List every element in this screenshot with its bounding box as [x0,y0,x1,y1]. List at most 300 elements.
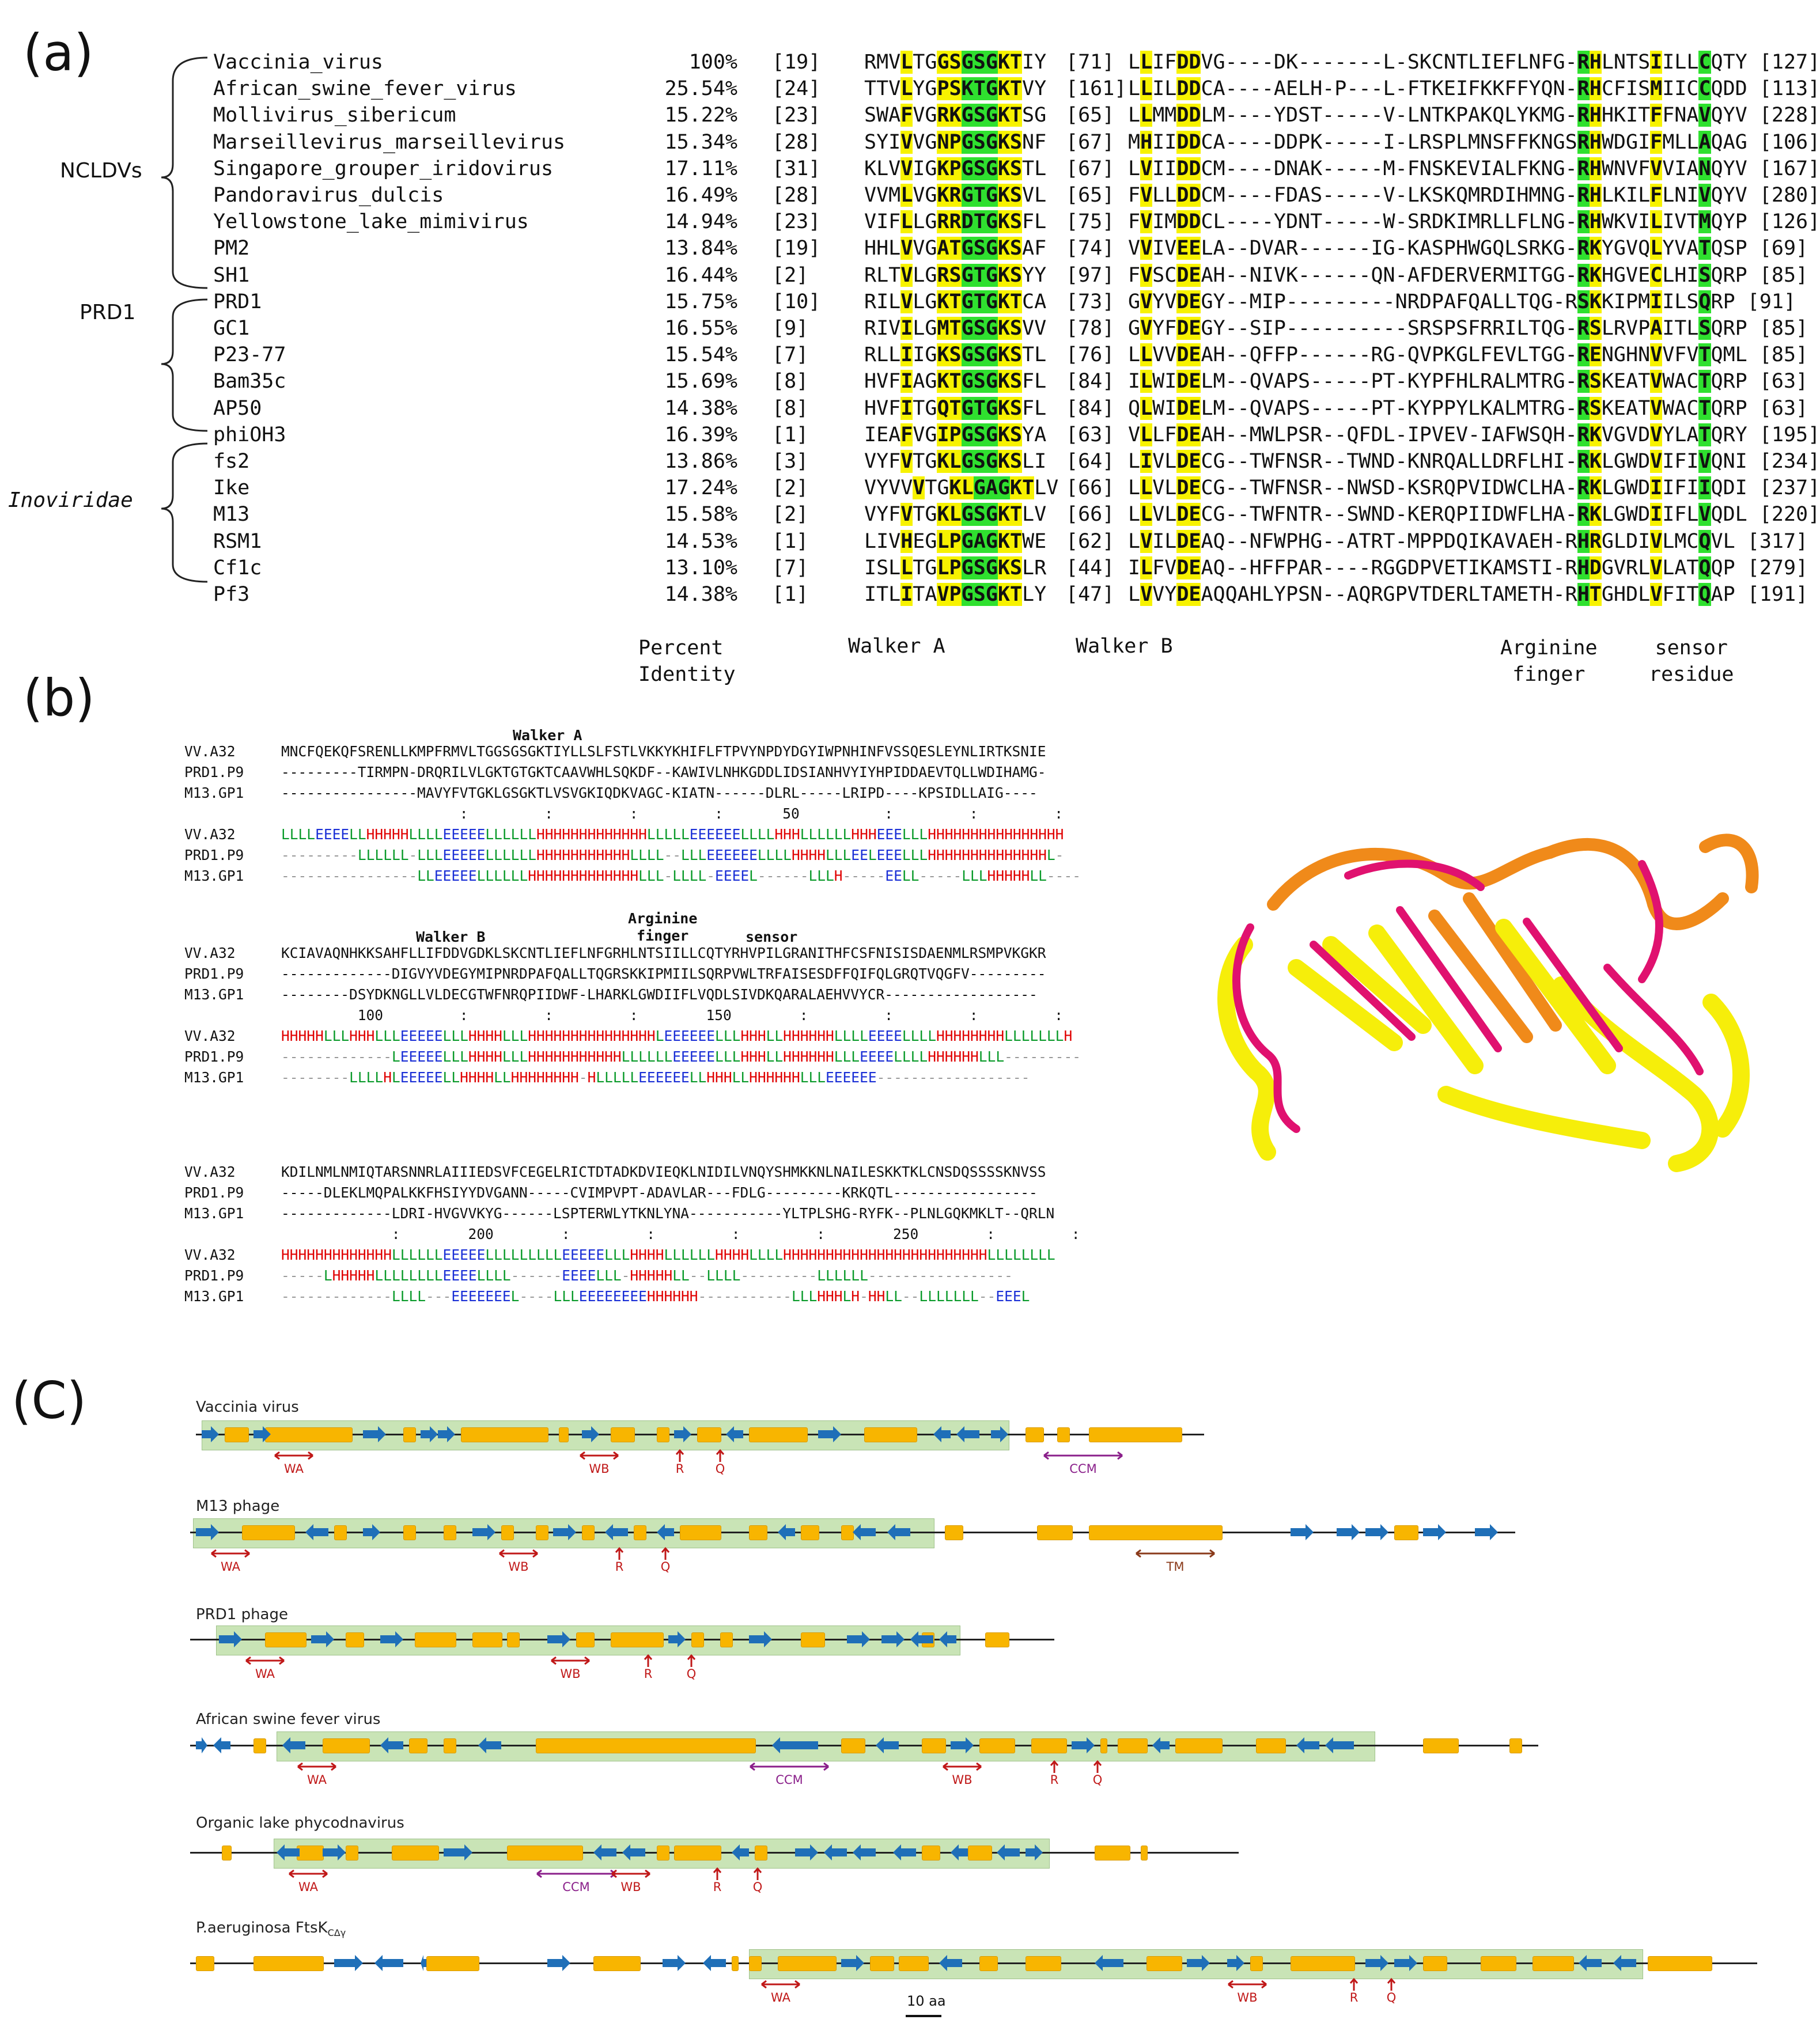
orf-arrow [818,1426,841,1442]
ss-text: HHHHHHHHHHHHHLLLLLLEEEEELLLLLLLLLEEEEELLLHHHHLLLLLLHHHHLLLLHHHHHHHHHHHHHHHHHHHHHHHHLLLLLLLL [281,1246,1055,1263]
alignment-row [213,476,1820,503]
pre-gap: [7] [772,556,809,579]
orf-arrow [1394,1955,1417,1971]
mid-gap: [78] [1066,317,1115,340]
motif-label: R [1050,1773,1059,1787]
walker-b-seq: LLIFDDVG----DK-------L-SKCNTLIEFLNFG-RHLNTSIILLCQTY [1128,51,1747,74]
orf-arrow [847,1631,870,1647]
orf-arrow [593,1844,616,1861]
motif-span-arrow [210,1547,251,1560]
ruler-row [184,1226,1080,1246]
mid-gap: [65] [1066,184,1115,207]
motif-point-arrow [614,1547,625,1560]
motif-span-arrow [611,1867,651,1880]
walker-a-seq: RMVLTGGSGSGKTIY [864,51,1047,74]
motif-span-arrow [536,1867,616,1880]
ss-text: -------------LEEEEELLLHHHHLLLHHHHHHHHHHHLLLLLLEEEEELLLHHHLLHHHHHHLLLEEEELLLLHHHHHHLLL--------- [281,1048,1081,1065]
gene-arrows [0,1734,1798,1757]
motif-point-arrow [1386,1978,1397,1991]
orf-arrow [547,1955,570,1971]
orf-arrow [674,1426,691,1442]
motif-span-arrow [749,1760,830,1773]
orf-arrow [1026,1844,1043,1861]
ss-row [184,1246,1055,1267]
motif-label: WA [771,1991,790,2005]
orf-arrow [478,1737,501,1753]
post-gap: [279] [1735,556,1808,579]
orf-arrow [910,1631,933,1647]
walker-a-seq: SYIVVGNPGSGKSNF [864,130,1047,154]
ss-row [184,1028,1072,1048]
orf-arrow [282,1737,305,1753]
group-label-inoviridae: Inoviridae [8,488,133,512]
motif-heading: Walker A [513,727,582,744]
orf-arrow [196,1524,219,1540]
motif-label: WA [307,1773,327,1787]
motif-span-arrow [297,1760,337,1773]
scale-bar [906,2015,941,2017]
orf-arrow [363,1426,386,1442]
orf-arrow [553,1524,576,1540]
motif-label: WB [1237,1991,1258,2005]
orf-arrow [219,1631,242,1647]
pre-gap: [28] [772,184,821,207]
motif-label: WA [284,1462,304,1476]
gene-map-title-sub: CΔγ [327,1927,346,1939]
motif-label: R [1349,1991,1359,2005]
ss-text: ---------LLLLLL-LLLEEEEELLLLLLHHHHHHHHHHHLLLL--LLLEEEEEELLLLHHHHLLLEELEEELLLHHHHHHHHHHHHHHL- [281,847,1064,863]
ss-text: LLLLEEEELLHHHHHLLLLEEEEELLLLLLHHHHHHHHHHHHHLLLLLEEEEEELLLLHHHLLLLLLHHHEEELLLHHHHHHHHHHHHHHHH [281,826,1064,843]
seq-text: -----DLEKLMQPALKKFHSIYYDVGANN-----CVIMPVPT-ADAVLAR---FDLG---------KRKQTL----------------- [281,1184,1038,1201]
percent-identity: 16.55% [664,317,737,340]
structure-seq-row [184,986,1038,1007]
ruler-text: : : : : 50 : : : [281,805,1064,822]
post-gap: [191] [1735,583,1808,606]
species-name: P23-77 [213,343,286,367]
ss-text: ----------------LLEEEEELLLLLLHHHHHHHHHHHHHLLL-LLLL-EEEEL------LLLH-----EELL-----LLLHHHHHLL---- [281,867,1081,884]
orf-arrow [380,1737,403,1753]
post-gap: [113] [1747,77,1820,101]
percent-identity: 15.58% [664,503,737,526]
seq-text: -------------DIGVYVDEGYMIPNRDPAFQALLTQGRSKKIPMIILSQRPVWLTRFAISESDFFQIFQLGRQTVQGFV--------- [281,965,1046,982]
pre-gap: [1] [772,583,809,606]
scale-bar-label: 10 aa [907,1993,946,2009]
post-gap: [234] [1747,450,1820,473]
orf-arrow [772,1737,818,1753]
structure-seq-row [184,785,1038,805]
mid-gap: [74] [1066,237,1115,260]
mid-gap: [75] [1066,210,1115,234]
orf-arrow [253,1426,271,1442]
orf-arrow [1475,1524,1498,1540]
alignment-row [213,104,1820,130]
mid-gap: [67] [1066,157,1115,180]
motif-label: WA [298,1880,318,1894]
alignment-row [213,210,1820,237]
alignment-row [213,317,1808,343]
motif-label: Q [660,1560,671,1574]
orf-arrow [444,1844,472,1861]
motif-point-arrow [714,1449,726,1462]
post-gap: [63] [1747,370,1808,393]
seq-label: M13.GP1 [184,986,244,1003]
orf-arrow [663,1955,686,1971]
walker-a-seq: ISLLTGLPGSGKSLR [864,556,1047,579]
orf-arrow [582,1426,599,1442]
percent-identity: 16.39% [664,423,737,446]
ruler-text: 100 : : : 150 : : : : [281,1007,1064,1024]
group-braces [0,46,219,657]
motif-label: Q [1386,1991,1397,2005]
motif-label: R [675,1462,684,1476]
orf-arrow [196,1737,207,1753]
post-gap: [63] [1747,396,1808,420]
orf-arrow [334,1955,363,1971]
motif-label: CCM [1069,1462,1097,1476]
orf-arrow [893,1844,916,1861]
species-name: Cf1c [213,556,262,579]
orf-arrow [374,1955,403,1971]
orf-arrow [778,1524,795,1540]
walker-a-seq: SWAFVGRKGSGKTSG [864,104,1047,127]
percent-identity: 100% [688,51,737,74]
orf-arrow [1072,1737,1095,1753]
mid-gap: [67] [1066,130,1115,154]
walker-b-seq: FVSCDEAH--NIVK------QN-AFDERVERMITGG-RKHGVECLHISQRP [1128,263,1747,287]
mid-gap: [76] [1066,343,1115,367]
species-name: Marseillevirus_marseillevirus [213,130,566,154]
percent-identity: 16.49% [664,184,737,207]
orf-arrow [956,1426,979,1442]
pre-gap: [2] [772,263,809,287]
structure-seq-row [184,1205,1054,1226]
motif-heading: Walker B [416,929,486,945]
orf-arrow [933,1426,951,1442]
footer-percent-identity: Percent Identity [638,636,736,686]
pre-gap: [28] [772,130,821,154]
orf-arrow [213,1737,230,1753]
walker-b-seq: ILWIDELM--QVAPS-----PT-KYPFHLRALMTRG-RSKEATVWACTQRP [1128,370,1747,393]
mid-gap: [44] [1066,556,1115,579]
orf-arrow [1296,1737,1319,1753]
orf-arrow [1579,1955,1602,1971]
orf-arrow [939,1955,962,1971]
ss-label: M13.GP1 [184,1069,244,1086]
mid-gap: [65] [1066,104,1115,127]
motif-label: R [615,1560,624,1574]
walker-a-seq: RILVLGKTGTGKTCA [864,290,1047,313]
motif-label: Q [752,1880,763,1894]
species-name: African_swine_fever_virus [213,77,517,101]
orf-arrow [363,1524,380,1540]
walker-a-seq: VYFVTGKLGSGKTLV [864,503,1047,526]
walker-b-seq: ILFVDEAQ--HFFPAR----RGGDPVETIKAMSTI-RHDGVRLVLATQQP [1128,556,1735,579]
ss-label: VV.A32 [184,1246,236,1263]
orf-arrow [547,1631,570,1647]
gene-arrows [0,1423,1798,1446]
walker-b-seq: LVIIDDCM----DNAK-----M-FNSKEVIALFKNG-RHWNVFVVIANQYV [1128,157,1747,180]
orf-arrow [1613,1955,1636,1971]
motif-point-arrow [712,1867,723,1880]
motif-span-arrow [1043,1449,1123,1462]
pre-gap: [10] [772,290,821,313]
seq-label: M13.GP1 [184,785,244,801]
ss-text: HHHHHLLLHHHLLLEEEEELLLHHHHLLLHHHHHHHHHHHHHHHLEEEEEELLLHHHLLHHHHHHLLLLEEEELLLLHHHHHHHHLLLLLLLH [281,1028,1073,1044]
alignment-row [213,184,1820,210]
motif-span-arrow [760,1978,801,1991]
walker-a-seq: HVFIAGKTGSGKSFL [864,370,1047,393]
mid-gap: [64] [1066,450,1115,473]
motif-label: WB [589,1462,610,1476]
motif-point-arrow [1092,1760,1103,1773]
structure-seq-row [184,1184,1038,1205]
motif-span-arrow [579,1449,619,1462]
walker-b-seq: FVIMDDCL----YDNT-----W-SRDKIMRLLFLNG-RHWKVILIVTMQYP [1128,210,1747,234]
footer-walker-b: Walker B [1076,635,1173,658]
ss-label: M13.GP1 [184,1288,244,1305]
orf-arrow [876,1737,899,1753]
group-label-ncldvs: NCLDVs [60,159,142,183]
walker-a-seq: KLVVIGKPGSGKSTL [864,157,1047,180]
orf-arrow [1152,1737,1170,1753]
brace-inoviridae [161,444,207,582]
post-gap: [317] [1735,529,1808,553]
panel-label-a: (a) [23,23,94,82]
percent-identity: 17.24% [664,476,737,500]
seq-label: M13.GP1 [184,1205,244,1222]
percent-identity: 15.69% [664,370,737,393]
motif-point-arrow [1049,1760,1060,1773]
walker-b-seq: LLMMDDLM----YDST-----V-LNTKPAKQLYKMG-RHHKITFFNAVQYV [1128,104,1747,127]
orf-arrow [1187,1955,1210,1971]
percent-identity: 16.44% [664,263,737,287]
motif-label: Q [1092,1773,1103,1787]
orf-arrow [853,1524,876,1540]
mid-gap: [73] [1066,290,1115,313]
brace-ncldvs [161,58,207,288]
ruler-text: : 200 : : : : 250 : : [281,1226,1080,1242]
walker-a-seq: RLLIIGKSGSGKSTL [864,343,1047,367]
percent-identity: 13.86% [664,450,737,473]
walker-b-seq: LLVLDECG--TWFNTR--SWND-KERQPIIDWFLHA-RKLGWDIIFLVQDL [1128,503,1747,526]
gene-map-title: P.aeruginosa FtsK$_{C\Delta\gamma}$ [196,1919,346,1939]
orf-arrow [421,1426,438,1442]
gene-arrows [0,1628,1798,1651]
motif-span-arrow [274,1449,314,1462]
gene-map-title: African swine fever virus [196,1711,381,1728]
mid-gap: [62] [1066,529,1115,553]
gene-arrows [0,1841,1798,1864]
orf-arrow [951,1844,968,1861]
species-name: phiOH3 [213,423,286,446]
alignment-row [213,157,1820,184]
motif-label: R [644,1667,653,1681]
mid-gap: [84] [1066,370,1115,393]
seq-text: KDILNMLNMIQTARSNNRLAIIIEDSVFCEGELRICTDTADKDVIEQKLNIDILVNQYSHMKKNLNAILESKKTKLCNSDQSSSSKNVSS [281,1164,1046,1180]
orf-arrow [323,1844,346,1861]
percent-identity: 17.11% [664,157,737,180]
motif-label: Q [715,1462,725,1476]
post-gap: [127] [1747,51,1820,74]
motif-span-arrow [245,1654,285,1667]
walker-b-seq: LVILDEAQ--NFWPHG--ATRT-MPPDQIKAVAEH-RHRGLDIVLMCQVL [1128,529,1735,553]
alignment-row [213,423,1820,450]
species-name: RSM1 [213,529,262,553]
post-gap: [280] [1747,184,1820,207]
panel-label-b: (b) [23,668,95,727]
alignment-row [213,556,1808,583]
walker-a-seq: VIFLLGRRDTGKSFL [864,210,1047,234]
walker-b-seq: LLVLDECG--TWFNSR--NWSD-KSRQPVIDWCLHA-RKLGWDIIFIIQDI [1128,476,1747,500]
motif-span-arrow [1135,1547,1216,1560]
pre-gap: [1] [772,423,809,446]
orf-arrow [1423,1524,1446,1540]
post-gap: [167] [1747,157,1820,180]
seq-text: -------------LDRI-HVGVVKYG------LSPTERWLYTKNLYNA-----------YLTPLSHG-RYFK--PLNLGQKMKLT--QRLN [281,1205,1055,1222]
post-gap: [228] [1747,104,1820,127]
mid-gap: [97] [1066,263,1115,287]
alignment-row [213,51,1820,77]
pre-gap: [8] [772,396,809,420]
seq-label: VV.A32 [184,1164,236,1180]
structure-seq-row [184,965,1046,986]
orf-arrow [732,1844,749,1861]
ss-text: --------LLLLHLEEEEELLHHHHLLHHHHHHHH-HLLLLLEEEEEELLHHHLLHHHHHHLLLEEEEEE------------------ [281,1069,1030,1086]
ss-row [184,1288,1030,1309]
alignment-row [213,450,1820,476]
motif-label: R [713,1880,722,1894]
percent-identity: 14.53% [664,529,737,553]
seq-text: ---------TIRMPN-DRQRILVLGKTGTGKTCAAVWHLSQKDF--KAWIVLNHKGDDLIDSIANHVYIYHPIDDAEVTQLLWDIHAMG- [281,764,1046,780]
ss-text: -----LHHHHHLLLLLLLLEEEELLLL------EEEELLL-HHHHHLL--LLLL---------LLLLLL----------------- [281,1267,1013,1284]
motif-point-arrow [660,1547,671,1560]
ss-label: VV.A32 [184,826,236,843]
alignment-row [213,503,1820,529]
mid-gap: [66] [1066,476,1115,500]
seq-label: PRD1.P9 [184,965,244,982]
ss-row [184,1069,1030,1090]
post-gap: [85] [1747,317,1808,340]
seq-text: --------DSYDKNGLLVLDECGTWFNRQPIIDWF-LHARKLGWDIIFLVQDLSIVDKQARALAEHVVYCR------------------ [281,986,1038,1003]
orf-arrow [311,1631,334,1647]
percent-identity: 15.54% [664,343,737,367]
walker-a-seq: VYFVTGKLGSGKSLI [864,450,1047,473]
species-name: Yellowstone_lake_mimivirus [213,210,529,234]
motif-label: WB [952,1773,973,1787]
species-name: Singapore_grouper_iridovirus [213,157,554,180]
alignment-row [213,264,1808,290]
post-gap: [126] [1747,210,1820,234]
mid-gap: [71] [1066,51,1115,74]
ss-row [184,1267,1013,1288]
species-name: Ike [213,476,250,500]
orf-arrow [1365,1524,1388,1540]
mid-gap: [66] [1066,503,1115,526]
motif-label: CCM [775,1773,803,1787]
orf-arrow [1365,1955,1388,1971]
orf-arrow [305,1524,328,1540]
percent-identity: 13.10% [664,556,737,579]
percent-identity: 14.38% [664,396,737,420]
walker-a-seq: VVMLVGKRGTGKSVL [864,184,1047,207]
alignment-row [213,77,1820,104]
motif-point-arrow [1348,1978,1360,1991]
post-gap: [106] [1747,130,1820,154]
brace-prd1 [161,300,207,431]
structure-seq-row [184,764,1046,785]
panel-a-alignment [0,0,1820,691]
percent-identity: 15.34% [664,130,737,154]
ruler-row [184,1007,1063,1028]
walker-b-seq: GVYFDEGY--SIP----------SRSPSFRRILTQG-RSLRVPAITLSQRP [1128,317,1747,340]
pre-gap: [9] [772,317,809,340]
seq-label: PRD1.P9 [184,764,244,780]
walker-b-seq: VVIVEELA--DVAR------IG-KASPHWGQLSRKG-RKYGVQLYVATQSP [1128,237,1747,260]
gene-map-title: Organic lake phycodnavirus [196,1814,404,1832]
ss-label: PRD1.P9 [184,847,244,863]
orf-arrow [749,1631,772,1647]
walker-a-seq: TTVLYGPSKTGKTVY [864,77,1047,101]
motif-point-arrow [686,1654,697,1667]
orf-arrow [795,1844,818,1861]
ss-label: PRD1.P9 [184,1048,244,1065]
motif-label: CCM [562,1880,590,1894]
gene-arrows [0,1952,1798,1975]
footer-sensor-residue: sensor residue [1649,636,1734,686]
pre-gap: [19] [772,51,821,74]
motif-heading: sensor [746,929,798,945]
species-name: M13 [213,503,250,526]
motif-label: WA [221,1560,240,1574]
species-name: Bam35c [213,370,286,393]
orf-arrow [380,1631,403,1647]
percent-identity: 14.94% [664,210,737,234]
species-name: AP50 [213,396,262,420]
orf-arrow [726,1426,743,1442]
ss-label: M13.GP1 [184,867,244,884]
orf-arrow [421,1955,426,1971]
orf-arrow [1095,1955,1123,1971]
percent-identity: 14.38% [664,583,737,606]
gene-map-title: Vaccinia virus [196,1399,299,1416]
structure-seq-row [184,945,1046,965]
motif-span-arrow [1227,1978,1267,1991]
motif-point-arrow [752,1867,763,1880]
motif-point-arrow [642,1654,654,1667]
motif-span-arrow [288,1867,328,1880]
species-name: fs2 [213,450,250,473]
alignment-row [213,343,1808,370]
post-gap: [85] [1747,343,1808,367]
percent-identity: 13.84% [664,237,737,260]
walker-b-seq: GVYVDEGY--MIP---------NRDPAFQALLTQG-RSKKIPMIILSQRP [1128,290,1735,313]
walker-b-seq: QLWIDELM--QVAPS-----PT-KYPPYLKALMTRG-RSKEATVWACTQRP [1128,396,1747,420]
pre-gap: [7] [772,343,809,367]
species-name: Mollivirus_sibericum [213,104,456,127]
pre-gap: [24] [772,77,821,101]
orf-arrow [1227,1955,1244,1971]
motif-point-arrow [674,1449,686,1462]
species-name: Pf3 [213,583,250,606]
motif-span-arrow [550,1654,591,1667]
group-label-prd1: PRD1 [80,301,136,324]
walker-a-seq: IEAFVGIPGSGKSYA [864,423,1047,446]
percent-identity: 25.54% [664,77,737,101]
motif-label: WA [255,1667,275,1681]
post-gap: [237] [1747,476,1820,500]
species-name: SH1 [213,263,250,287]
walker-a-seq: HVFITGQTGTGKSFL [864,396,1047,420]
